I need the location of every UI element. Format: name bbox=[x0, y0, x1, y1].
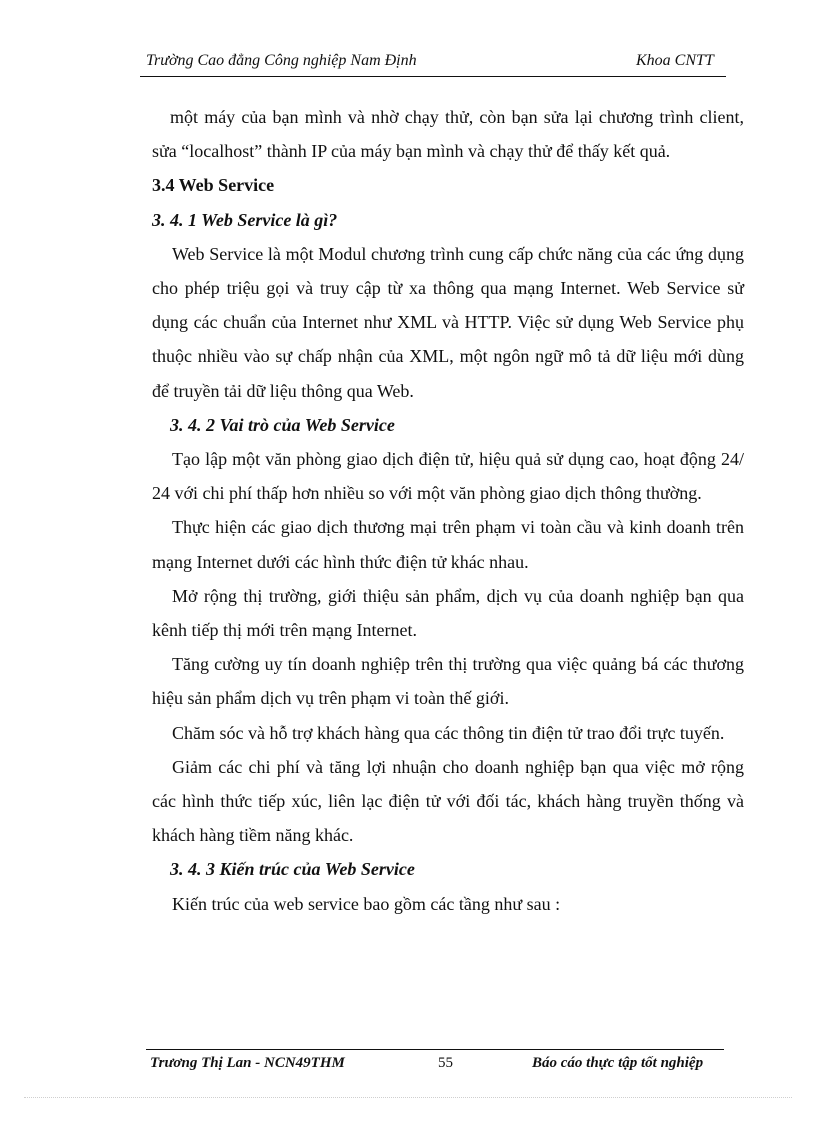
subsection-heading-3-4-1: 3. 4. 1 Web Service là gì? bbox=[152, 209, 338, 230]
paragraph-role-3: Mở rộng thị trường, giới thiệu sản phẩm, dịch vụ của doanh nghiệp bạn qua kênh tiếp thị mới trên mạng Internet. bbox=[152, 585, 744, 641]
paragraph-what-is-web-service: Web Service là một Modul chương trình cung cấp chức năng của các ứng dụng cho phép triệu gọi và truy cập từ xa thông qua mạng Internet. Web Service sử dụng các chuẩn của Internet như XML và HTTP. Việc sử dụng Web Service phụ thuộc nhiều vào sự chấp nhận của XML, một ngôn ngữ mô tả dữ liệu mới dùng để truyền tải dữ liệu thông qua Web. bbox=[152, 243, 744, 401]
section-heading-3-4: 3.4 Web Service bbox=[152, 175, 275, 196]
paragraph-role-1: Tạo lập một văn phòng giao dịch điện tử, hiệu quả sử dụng cao, hoạt động 24/ 24 với chi phí thấp hơn nhiều so với một văn phòng giao dịch thông thường. bbox=[152, 449, 744, 504]
paragraph-architecture: Kiến trúc của web service bao gồm các tầng như sau : bbox=[172, 893, 561, 914]
paragraph-continuation: một máy của bạn mình và nhờ chạy thử, còn bạn sửa lại chương trình client, sửa “localhost” thành IP của máy bạn mình và chạy thử để thấy kết quả. bbox=[152, 107, 744, 162]
page-body bbox=[152, 100, 744, 921]
subsection-heading-3-4-2: 3. 4. 2 Vai trò của Web Service bbox=[170, 414, 395, 435]
footer-report-title: Báo cáo thực tập tốt nghiệp bbox=[532, 1055, 704, 1071]
footer-author: Trương Thị Lan - NCN49THM bbox=[150, 1055, 345, 1071]
paragraph-role-4: Tăng cường uy tín doanh nghiệp trên thị trường qua việc quảng bá các thương hiệu sản phẩm dịch vụ trên phạm vi toàn thế giới. bbox=[152, 654, 744, 709]
paragraph-role-6: Giảm các chi phí và tăng lợi nhuận cho doanh nghiệp bạn qua việc mở rộng các hình thức tiếp xúc, liên lạc điện tử với đối tác, khách hàng truyền thống và khách hàng tiềm năng khác. bbox=[152, 756, 744, 846]
subsection-heading-3-4-3: 3. 4. 3 Kiến trúc của Web Service bbox=[170, 859, 415, 880]
footer-divider bbox=[146, 1049, 724, 1050]
header-divider bbox=[140, 76, 726, 77]
header-department: Khoa CNTT bbox=[636, 52, 714, 69]
page-bottom-dotted-line bbox=[24, 1097, 792, 1098]
paragraph-role-2: Thực hiện các giao dịch thương mại trên phạm vi toàn cầu và kinh doanh trên mạng Internet dưới các hình thức điện tử khác nhau. bbox=[152, 517, 744, 572]
paragraph-role-5: Chăm sóc và hỗ trợ khách hàng qua các thông tin điện tử trao đổi trực tuyến. bbox=[172, 722, 725, 743]
page-number: 55 bbox=[438, 1055, 453, 1071]
header-school: Trường Cao đẳng Công nghiệp Nam Định bbox=[146, 52, 417, 69]
